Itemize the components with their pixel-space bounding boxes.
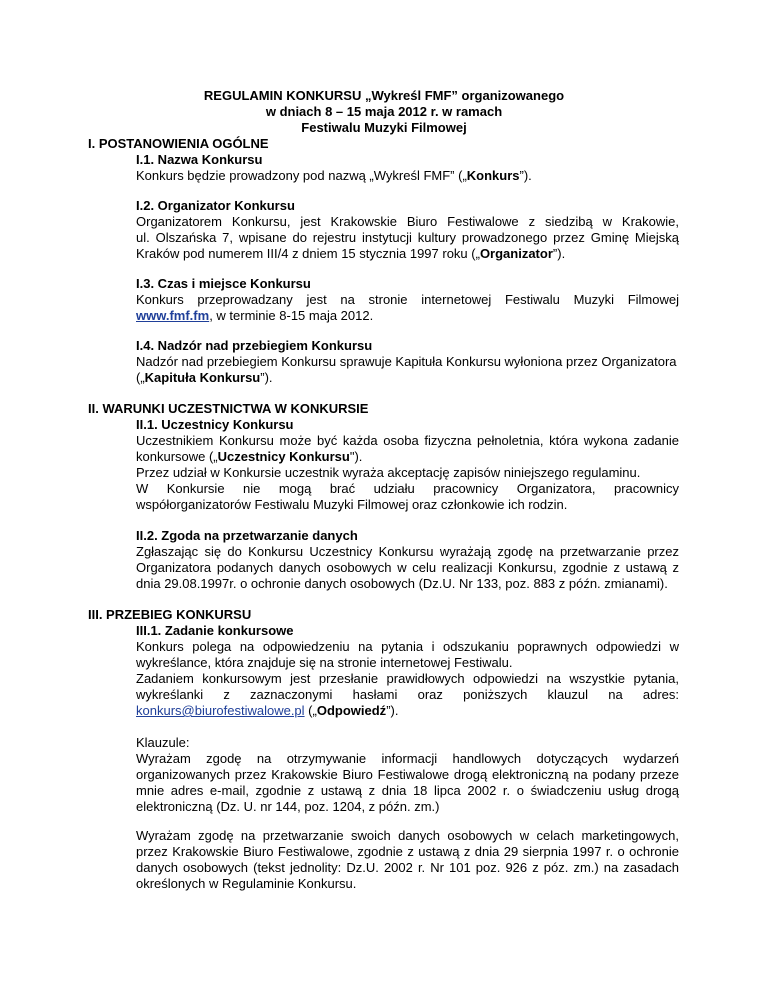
paragraph-line: Zgłaszając się do Konkursu Uczestnicy Konkursu wyrażają zgodę na przetwarzanie przez — [136, 544, 679, 559]
paragraph-line: przez Krakowskie Biuro Festiwalowe, zgodnie z ustawą z dnia 29 sierpnia 1997 r. o ochronie — [136, 844, 679, 859]
paragraph-line: W Konkursie nie mogą brać udziału pracownicy Organizatora, pracownicy — [136, 481, 679, 496]
paragraph-line: Organizatorem Konkursu, jest Krakowskie Biuro Festiwalowe z siedzibą w Krakowie, — [136, 214, 679, 229]
paragraph-line: organizowanych przez Krakowskie Biuro Festiwalowe drogą elektroniczną na podany przeze — [136, 767, 679, 782]
section-heading-2: II. WARUNKI UCZESTNICTWA W KONKURSIE — [88, 401, 369, 416]
paragraph-line: Przez udział w Konkursie uczestnik wyraża akceptację zapisów niniejszego regulaminu. — [136, 465, 641, 480]
subsection-3-1 — [136, 623, 679, 719]
paragraph-line: danych osobowych (tekst jednolity: Dz.U. 2002 r. Nr 101 poz. 926 z póz. zm.) na zasadach — [136, 860, 679, 875]
subsection-2-2 — [136, 528, 679, 592]
subsection-heading: I.1. Nazwa Konkursu — [136, 152, 263, 167]
fmf-website-link[interactable]: www.fmf.fm — [136, 308, 210, 323]
paragraph-line: mnie adres e-mail, zgodnie z ustawą z dnia 18 lipca 2002 r. o świadczeniu usług drogą — [136, 783, 679, 798]
subsection-heading: II.1. Uczestnicy Konkursu — [136, 417, 294, 432]
paragraph-line: konkursowe („Uczestnicy Konkursu"). — [136, 449, 363, 464]
paragraph-line: Wyrażam zgodę na przetwarzanie swoich danych osobowych w celach marketingowych, — [136, 828, 679, 843]
paragraph-line: określonych w Regulaminie Konkursu. — [136, 876, 357, 891]
clauses-label: Klauzule: — [136, 735, 190, 750]
subsection-1-3 — [136, 276, 679, 324]
paragraph-line: Nadzór nad przebiegiem Konkursu sprawuje Kapituła Konkursu wyłoniona przez Organizatora — [136, 354, 677, 369]
paragraph: Konkurs będzie prowadzony pod nazwą „Wykreśl FMF” („Konkurs”). — [136, 168, 532, 183]
paragraph-line: ul. Olszańska 7, wpisane do rejestru instytucji kultury prowadzonego przez Gminę Miejską — [136, 230, 679, 245]
paragraph-line: www.fmf.fm, w terminie 8-15 maja 2012. — [136, 308, 374, 323]
document-title-line-2: w dniach 8 – 15 maja 2012 r. w ramach — [265, 104, 503, 119]
clauses-block-1 — [136, 735, 679, 815]
document-title-line-1: REGULAMIN KONKURSU „Wykreśl FMF” organizowanego — [203, 88, 565, 103]
paragraph-line: Wyrażam zgodę na otrzymywanie informacji handlowych dotyczących wydarzeń — [136, 751, 679, 766]
subsection-heading: III.1. Zadanie konkursowe — [136, 623, 294, 638]
paragraph-line: elektroniczną (Dz. U. nr 144, poz. 1204, z późn. zm.) — [136, 799, 440, 814]
subsection-heading: I.3. Czas i miejsce Konkursu — [136, 276, 311, 291]
paragraph-line: („Kapituła Konkursu”). — [136, 370, 273, 385]
paragraph-line: Zadaniem konkursowym jest przesłanie prawidłowych odpowiedzi na wszystkie pytania, — [136, 671, 679, 686]
paragraph-line: Konkurs polega na odpowiedzeniu na pytania i odszukaniu poprawnych odpowiedzi w — [136, 639, 679, 654]
paragraph-line: Konkurs przeprowadzany jest na stronie internetowej Festiwalu Muzyki Filmowej — [136, 292, 679, 307]
subsection-1-2 — [136, 198, 679, 262]
subsection-1-4 — [136, 338, 679, 386]
subsection-2-1 — [136, 417, 679, 513]
subsection-heading: I.4. Nadzór nad przebiegiem Konkursu — [136, 338, 373, 353]
paragraph-line: konkurs@biurofestiwalowe.pl („Odpowiedź”). — [136, 703, 399, 718]
subsection-heading: II.2. Zgoda na przetwarzanie danych — [136, 528, 358, 543]
paragraph-line: wykreślance, która znajduje się na stronie internetowej Festiwalu. — [136, 655, 513, 670]
document-title-line-3: Festiwalu Muzyki Filmowej — [301, 120, 467, 135]
subsection-1-1 — [136, 152, 679, 184]
paragraph-line: dnia 29.08.1997r. o ochronie danych osobowych (Dz.U. Nr 133, poz. 883 z późn. zmianami). — [136, 576, 668, 591]
paragraph-line: Organizatora podanych danych osobowych w celu realizacji Konkursu, zgodnie z ustawą z — [136, 560, 679, 575]
paragraph-line: Uczestnikiem Konkursu może być każda osoba fizyczna pełnoletnia, która wykona zadanie — [136, 433, 679, 448]
paragraph-line: wykreślanki z zaznaczonymi hasłami oraz poniższych klauzul na adres: — [136, 687, 679, 702]
paragraph-line: Kraków pod numerem III/4 z dniem 15 stycznia 1997 roku („Organizator”). — [136, 246, 566, 261]
section-heading-1: I. POSTANOWIENIA OGÓLNE — [88, 136, 269, 151]
clauses-block-2 — [136, 828, 679, 892]
subsection-heading: I.2. Organizator Konkursu — [136, 198, 295, 213]
contest-email-link[interactable]: konkurs@biurofestiwalowe.pl — [136, 703, 305, 718]
paragraph-line: współorganizatorów Festiwalu Muzyki Filmowej oraz członkowie ich rodzin. — [136, 497, 568, 512]
section-heading-3: III. PRZEBIEG KONKURSU — [88, 607, 252, 622]
